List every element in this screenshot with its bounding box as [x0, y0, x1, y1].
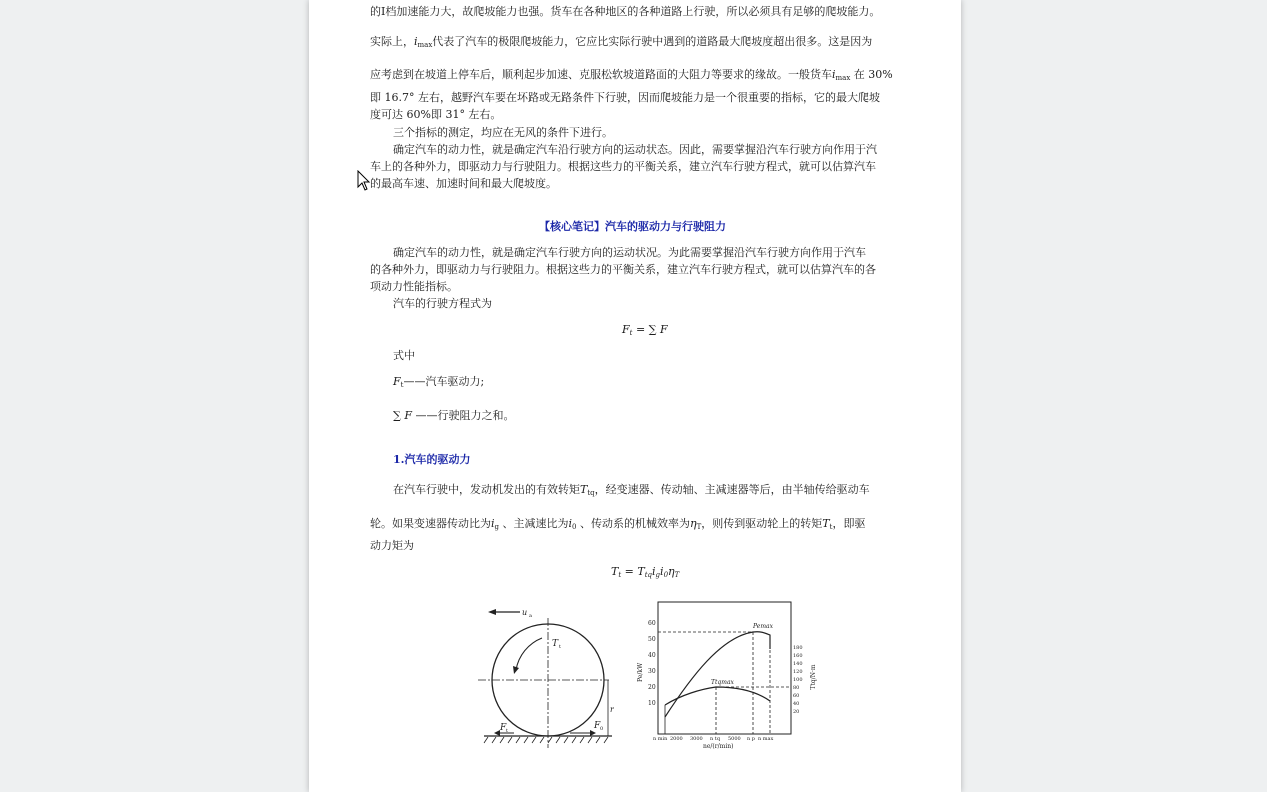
text-line: 的Ⅰ档加速能力大，故爬坡能力也强。货车在各种地区的各种道路上行驶，所以必须具有足够的爬坡能力。 — [370, 5, 881, 18]
y-tick: 30 — [648, 668, 656, 675]
x-axis-label: ne/(r/min) — [703, 743, 734, 750]
text-line: 三个指标的测定，均应在无风的条件下进行。 — [393, 126, 613, 139]
definition-line: $F_t——$汽车驱动力; — [393, 375, 485, 389]
x-tick: n max — [758, 736, 774, 742]
subsection-heading: 1.汽车的驱动力 — [393, 453, 471, 466]
mouse-cursor-icon — [357, 170, 371, 192]
x-tick: 3000 — [690, 736, 703, 742]
y-tick: 40 — [648, 652, 656, 659]
text-line: 确定汽车的动力性，就是确定汽车沿行驶方向的运动状态。因此，需要掌握沿汽车行驶方向作用于汽 — [393, 143, 877, 156]
x-tick: n p — [747, 736, 756, 742]
text-line: 实际上，$i_{max}$代表了汽车的极限爬坡能力，它应比实际行驶中遇到的道路最大爬坡度超出很多。这是因为 — [370, 35, 873, 49]
svg-text:t: t — [559, 644, 562, 650]
text-line: 确定汽车的动力性，就是确定汽车行驶方向的运动状况。为此需要掌握沿汽车行驶方向作用于汽车 — [393, 246, 866, 259]
y2-tick: 100 — [793, 677, 803, 683]
y-tick: 20 — [648, 684, 656, 691]
radius-label: r — [610, 705, 614, 714]
equation-torque: $T_t = T_{tq}i_gi_0\eta_T$ — [611, 565, 680, 579]
svg-text:t: t — [506, 728, 509, 734]
Tt-label: T — [552, 639, 559, 649]
y2-tick: 120 — [793, 669, 803, 675]
text-line: 汽车的行驶方程式为 — [393, 297, 492, 310]
y2-tick: 180 — [793, 645, 803, 651]
text-line: 项动力性能指标。 — [370, 280, 458, 293]
y2-tick: 80 — [793, 685, 800, 691]
F0-label: F — [594, 721, 601, 731]
definition-line: ∑ F ——行驶阻力之和。 — [393, 409, 515, 422]
ua-label: u — [522, 608, 528, 617]
text-line: 即 16.7° 左右，越野汽车要在坏路或无路条件下行驶，因而爬坡能力是一个很重要的指标，它的最大爬坡 — [370, 91, 880, 104]
text-line: 的各种外力，即驱动力与行驶阻力。根据这些力的平衡关系，建立汽车行驶方程式，就可以估算汽车的各 — [370, 263, 876, 276]
x-tick: n tq — [710, 736, 721, 742]
Pemax-label: Pemax — [753, 623, 773, 630]
y-tick: 60 — [648, 620, 656, 627]
text-line: 动力矩为 — [370, 539, 414, 552]
engine-characteristic-chart — [631, 597, 821, 752]
x-tick: n min — [653, 736, 668, 742]
Ttqmax-label: Ttqmax — [711, 679, 734, 686]
text-line: 应考虑到在坡道上停车后，顺利起步加速、克服松软坡道路面的大阻力等要求的缘故。一般货车$i_{max}$ 在 30% — [370, 68, 893, 82]
text-line: 车上的各种外力，即驱动力与行驶阻力。根据这些力的平衡关系，建立汽车行驶方程式，就可以估算汽车 — [370, 160, 876, 173]
y2-tick: 160 — [793, 653, 803, 659]
y2-axis-label: Ttq/N·m — [810, 664, 817, 690]
text-line: 在汽车行驶中，发动机发出的有效转矩$T_{tq}$，经变速器、传动轴、主减速器等后，由半轴传给驱动车 — [393, 483, 870, 497]
y-axis-label: Pe/kW — [637, 662, 644, 682]
text-line: 度可达 60%即 31° 左右。 — [370, 108, 502, 121]
section-heading: 【核心笔记】汽车的驱动力与行驶阻力 — [539, 220, 726, 233]
x-tick: 5000 — [728, 736, 741, 742]
equation-driving: $F_t$ = ∑ F — [622, 323, 668, 337]
y2-tick: 40 — [793, 701, 800, 707]
document-page — [309, 0, 961, 792]
Ft-label: F — [500, 723, 507, 733]
y-tick: 50 — [648, 636, 656, 643]
x-tick: 2000 — [670, 736, 683, 742]
y2-tick: 60 — [793, 693, 800, 699]
text-line: 式中 — [393, 349, 415, 362]
y-tick: 10 — [648, 700, 656, 707]
text-line: 的最高车速、加速时间和最大爬坡度。 — [370, 177, 557, 190]
svg-text:0: 0 — [600, 726, 604, 732]
svg-text:a: a — [529, 613, 532, 619]
text-line: 轮。如果变速器传动比为$i_g$ 、主减速比为$i_0$ 、传动系的机械效率为$\eta_T$，则传到驱动轮上的转矩$T_t$，即驱 — [370, 517, 866, 531]
wheel-force-diagram — [474, 600, 614, 750]
y2-tick: 140 — [793, 661, 803, 667]
y2-tick: 20 — [793, 709, 800, 715]
